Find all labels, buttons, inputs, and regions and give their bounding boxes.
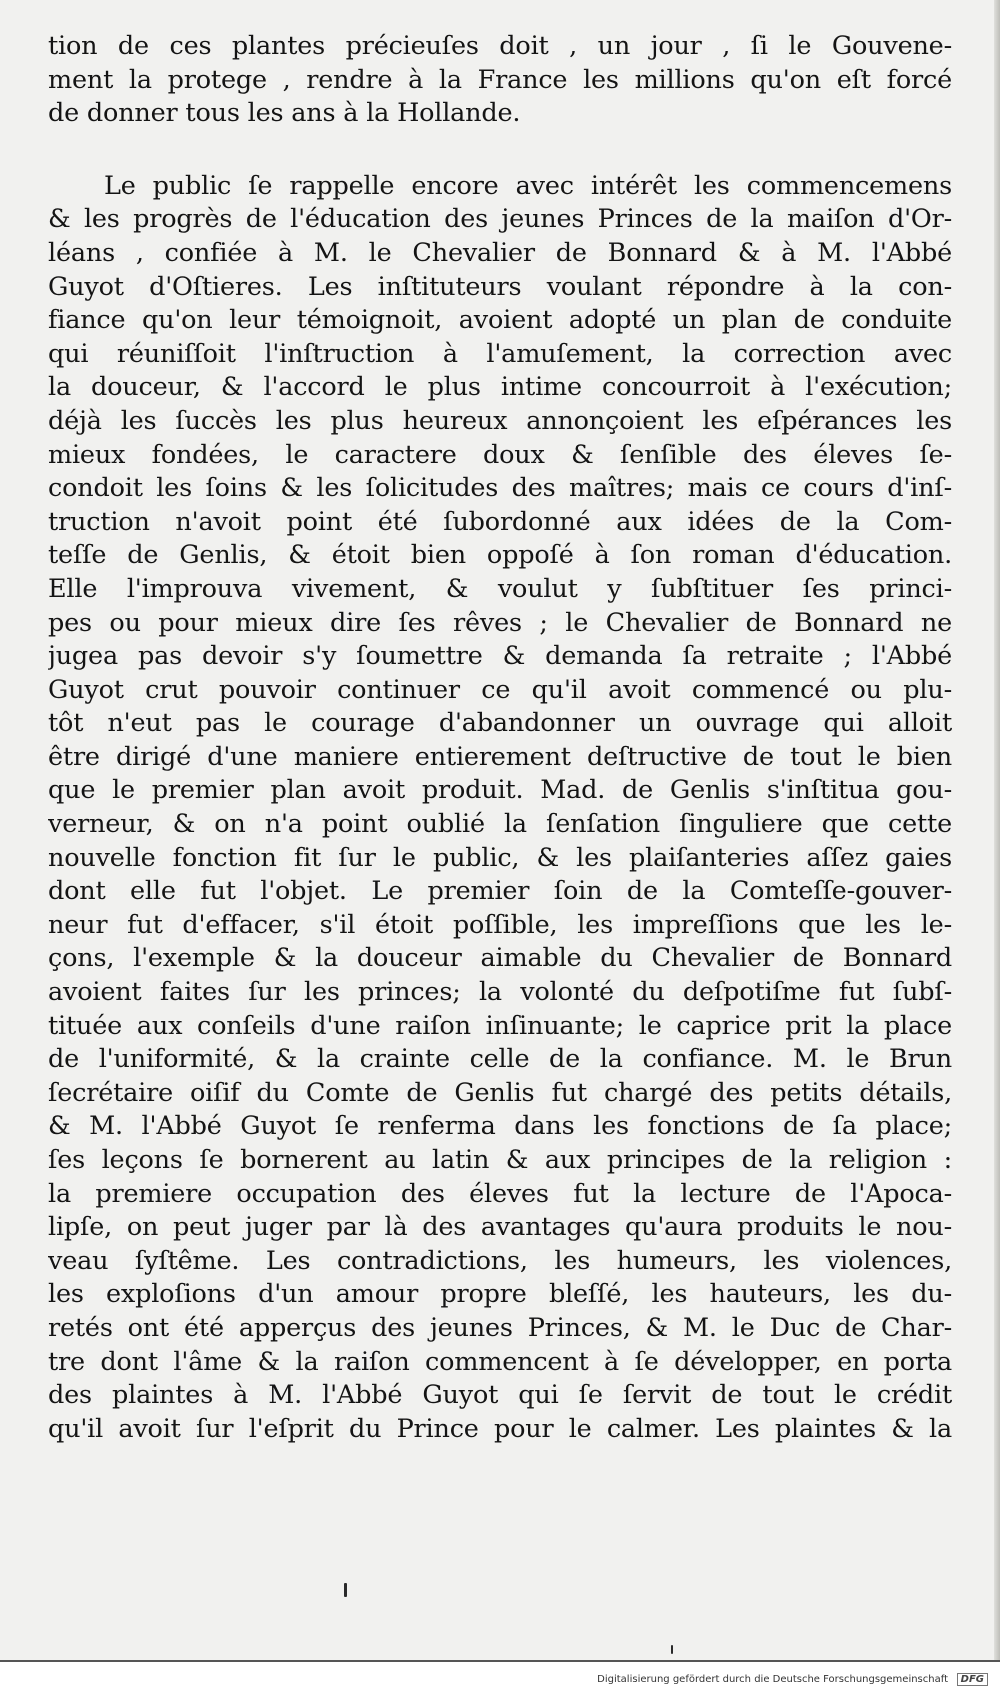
ink-speck [344, 1583, 347, 1597]
text-line: tre dont l'âme & la raiſon commencent à ſe développer, en porta [48, 1346, 952, 1377]
text-line: dont elle fut l'objet. Le premier ſoin de la Comteſſe-gouver- [48, 876, 952, 907]
paragraph-gap [48, 131, 952, 170]
text-line: teſſe de Genlis, & étoit bien oppoſé à ſon roman d'éducation. [48, 540, 952, 571]
text-line: de donner tous les ans à la Hollande. [48, 98, 521, 129]
text-line: verneur, & on n'a point oublié la ſenſation ſinguliere que cette [48, 809, 952, 840]
text-line: qu'il avoit ſur l'eſprit du Prince pour le calmer. Les plaintes & la [48, 1413, 952, 1444]
text-line: des plaintes à M. l'Abbé Guyot qui ſe ſervit de tout le crédit [48, 1380, 952, 1411]
text-line: mieux fondées, le caractere doux & ſenſible des éleves ſe- [48, 439, 952, 470]
text-line: que le premier plan avoit produit. Mad. de Genlis s'inſtitua gou- [48, 775, 952, 806]
dfg-logo: DFG [957, 1673, 988, 1686]
text-line: neur fut d'effacer, s'il étoit poſſible, les impreſſions que les le- [48, 909, 952, 940]
text-line: lipſe, on peut juger par là des avantages qu'aura produits le nou- [48, 1212, 952, 1243]
text-line: Guyot crut pouvoir continuer ce qu'il avoit commencé ou plu- [48, 674, 952, 705]
text-line: être dirigé d'une maniere entierement deſtructive de tout le bien [48, 741, 952, 772]
text-line: veau ſyſtême. Les contradictions, les humeurs, les violences, [48, 1245, 952, 1276]
text-line: de l'uniformité, & la crainte celle de la confiance. M. le Brun [48, 1044, 952, 1075]
text-line: nouvelle fonction fit ſur le public, & les plaiſanteries aſſez gaies [48, 842, 952, 873]
text-line: fiance qu'on leur témoignoit, avoient adopté un plan de conduite [48, 305, 952, 336]
text-line: ſecrétaire oiſif du Comte de Genlis fut chargé des petits détails, [48, 1077, 952, 1108]
text-line: truction n'avoit point été ſubordonné aux idées de la Com- [48, 506, 952, 537]
text-line: tion de ces plantes précieuſes doit , un jour , ſi le Gouvene- [48, 31, 952, 61]
ink-speck [671, 1645, 673, 1654]
footer-credit: Digitalisierung gefördert durch die Deutsche Forschungsgemeinschaft [597, 1674, 948, 1685]
text-line: déjà les ſuccès les plus heureux annonçoient les eſpérances les [48, 405, 952, 436]
text-line: ſes leçons ſe bornerent au latin & aux principes de la religion : [48, 1145, 952, 1175]
text-line: & M. l'Abbé Guyot ſe renferma dans les fonctions de ſa place; [48, 1111, 952, 1142]
text-line: pes ou pour mieux dire ſes rêves ; le Chevalier de Bonnard ne [48, 607, 952, 638]
paragraph-1 [48, 30, 952, 131]
text-line: tituée aux conſeils d'une raiſon inſinuante; le caprice prit la place [48, 1010, 952, 1041]
text-line: & les progrès de l'éducation des jeunes Princes de la maiſon d'Or- [48, 204, 952, 235]
body-text [48, 30, 952, 1446]
text-line: retés ont été apperçus des jeunes Princes, & M. le Duc de Char- [48, 1312, 952, 1343]
text-line: ment la protege , rendre à la France les millions qu'on eſt forcé [48, 64, 952, 95]
text-line: la douceur, & l'accord le plus intime concourroit à l'exécution; [48, 372, 952, 403]
text-line: çons, l'exemple & la douceur aimable du Chevalier de Bonnard [48, 943, 952, 974]
text-line: jugea pas devoir s'y ſoumettre & demanda ſa retraite ; l'Abbé [48, 641, 952, 672]
page-edge-shadow [994, 0, 1000, 1660]
text-line: léans , confiée à M. le Chevalier de Bonnard & à M. l'Abbé [48, 237, 952, 268]
paragraph-2 [48, 170, 952, 1447]
digitization-footer [0, 1660, 1000, 1699]
text-line: tôt n'eut pas le courage d'abandonner un ouvrage qui alloit [48, 708, 952, 739]
text-line: Elle l'improuva vivement, & voulut y ſubſtituer ſes princi- [48, 573, 952, 604]
text-line: avoient faites ſur les princes; la volonté du deſpotiſme fut ſubſ- [48, 977, 952, 1008]
text-line: Le public ſe rappelle encore avec intérêt les commencemens [104, 170, 952, 201]
text-line: la premiere occupation des éleves fut la lecture de l'Apoca- [48, 1178, 952, 1209]
text-line: condoit les ſoins & les ſolicitudes des maîtres; mais ce cours d'inſ- [48, 473, 952, 504]
text-line: Guyot d'Oſtieres. Les inſtituteurs voulant répondre à la con- [48, 271, 952, 302]
text-line: les exploſions d'un amour propre bleſſé, les hauteurs, les du- [48, 1279, 952, 1310]
text-line: qui réuniſſoit l'inſtruction à l'amuſement, la correction avec [48, 338, 952, 369]
